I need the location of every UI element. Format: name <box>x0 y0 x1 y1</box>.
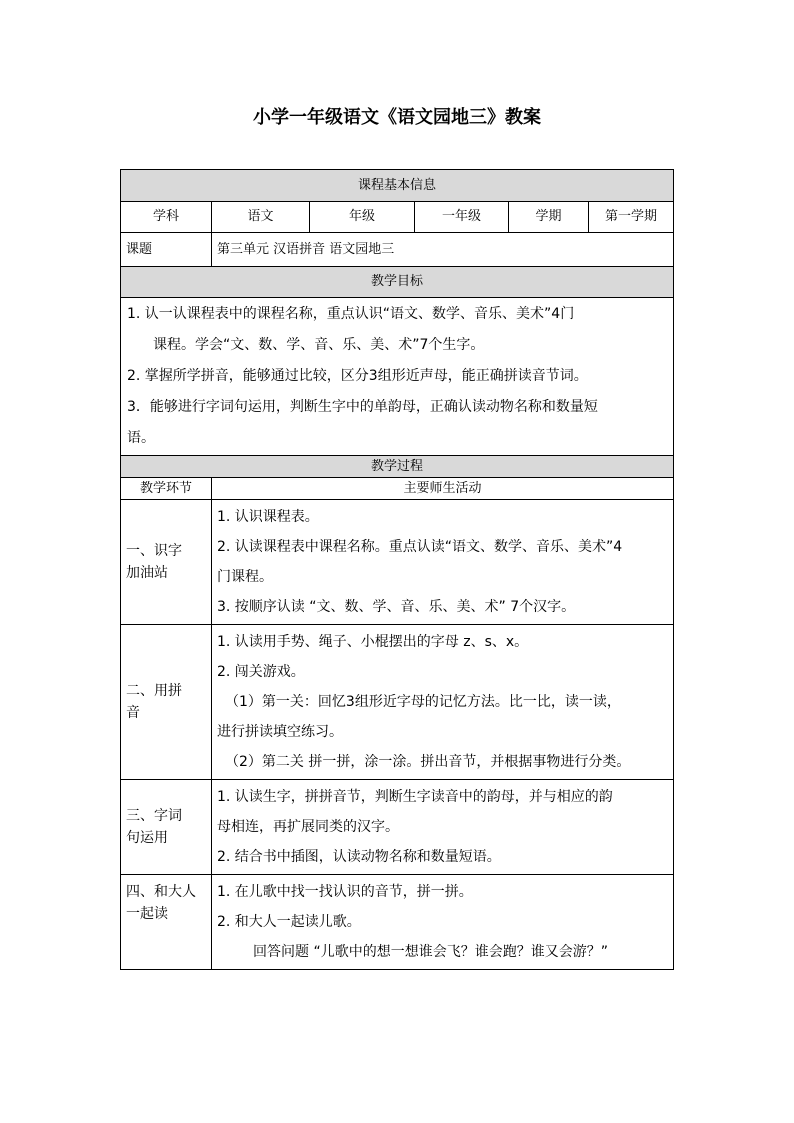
process-header: 教学过程 <box>121 456 674 478</box>
process-col-activity: 主要师生活动 <box>212 478 674 500</box>
grade-value: 一年级 <box>415 202 509 233</box>
activity-line: 母相连，再扩展同类的汉字。 <box>217 819 399 835</box>
activity-line: 3. 按顺序认读 “文、数、学、音、乐、美、术” 7个汉字。 <box>217 599 576 615</box>
objectives-header: 教学目标 <box>121 267 674 298</box>
subject-value: 语文 <box>212 202 310 233</box>
objective-line: 课程。学会“文、数、学、音、乐、美、术”7个生字。 <box>153 337 485 353</box>
activity-line: 1. 认读生字，拼拼音节，判断生字读音中的韵母，并与相应的韵 <box>217 789 613 805</box>
activity-line: 回答问题 “儿歌中的想一想谁会飞？谁会跑？谁又会游？” <box>253 944 608 960</box>
process-row-2 <box>121 625 674 780</box>
basic-info-header: 课程基本信息 <box>121 170 674 202</box>
objectives-row <box>121 298 674 456</box>
page-title: 小学一年级语文《语文园地三》教案 <box>253 107 541 128</box>
process-columns-row <box>121 478 674 500</box>
topic-value: 第三单元 汉语拼音 语文园地三 <box>212 233 674 267</box>
activity-line: 2. 和大人一起读儿歌。 <box>217 914 361 930</box>
activity-line: 2. 结合书中插图，认读动物名称和数量短语。 <box>217 849 501 865</box>
objectives-content <box>121 298 674 456</box>
subject-row <box>121 202 674 233</box>
topic-row <box>121 233 674 267</box>
stage-name: 三、字词 句运用 <box>121 780 212 875</box>
grade-label: 年级 <box>310 202 415 233</box>
objective-line: 1. 认一认课程表中的课程名称，重点认识“语文、数学、音乐、美术”4门 <box>127 306 575 322</box>
basic-info-header-row <box>121 170 674 202</box>
topic-label: 课题 <box>121 233 212 267</box>
term-label: 学期 <box>509 202 589 233</box>
activity-line: （2）第二关 拼一拼，涂一涂。拼出音节，并根据事物进行分类。 <box>225 754 631 770</box>
activity-line: 2. 认读课程表中课程名称。重点认读“语文、数学、音乐、美术”4 <box>217 539 623 555</box>
term-value: 第一学期 <box>589 202 674 233</box>
stage-activities <box>212 500 674 625</box>
objective-line: 2. 掌握所学拼音，能够通过比较，区分3组形近声母，能正确拼读音节词。 <box>127 368 588 384</box>
activity-line: （1）第一关：回忆3组形近字母的记忆方法。比一比，读一读， <box>225 694 621 710</box>
activity-line: 1. 认识课程表。 <box>217 509 319 525</box>
stage-activities <box>212 625 674 780</box>
activity-line: 进行拼读填空练习。 <box>217 724 343 740</box>
stage-name: 二、用拼 音 <box>121 625 212 780</box>
activity-line: 1. 在儿歌中找一找认识的音节，拼一拼。 <box>217 884 473 900</box>
objective-line: 3．能够进行字词句运用，判断生字中的单韵母，正确认读动物名称和数量短 <box>127 399 598 415</box>
lesson-plan-table <box>120 169 674 970</box>
process-row-1 <box>121 500 674 625</box>
process-header-row <box>121 456 674 478</box>
process-row-4 <box>121 875 674 970</box>
objective-line: 语。 <box>127 430 155 446</box>
activity-line: 门课程。 <box>217 569 273 585</box>
subject-label: 学科 <box>121 202 212 233</box>
activity-line: 2. 闯关游戏。 <box>217 664 305 680</box>
stage-name: 一、识字 加油站 <box>121 500 212 625</box>
stage-activities <box>212 780 674 875</box>
activity-line: 1. 认读用手势、绳子、小棍摆出的字母 z、s、x。 <box>217 634 529 650</box>
process-row-3 <box>121 780 674 875</box>
process-col-stage: 教学环节 <box>121 478 212 500</box>
stage-name: 四、和大人 一起读 <box>121 875 212 970</box>
objectives-header-row <box>121 267 674 298</box>
stage-activities <box>212 875 674 970</box>
